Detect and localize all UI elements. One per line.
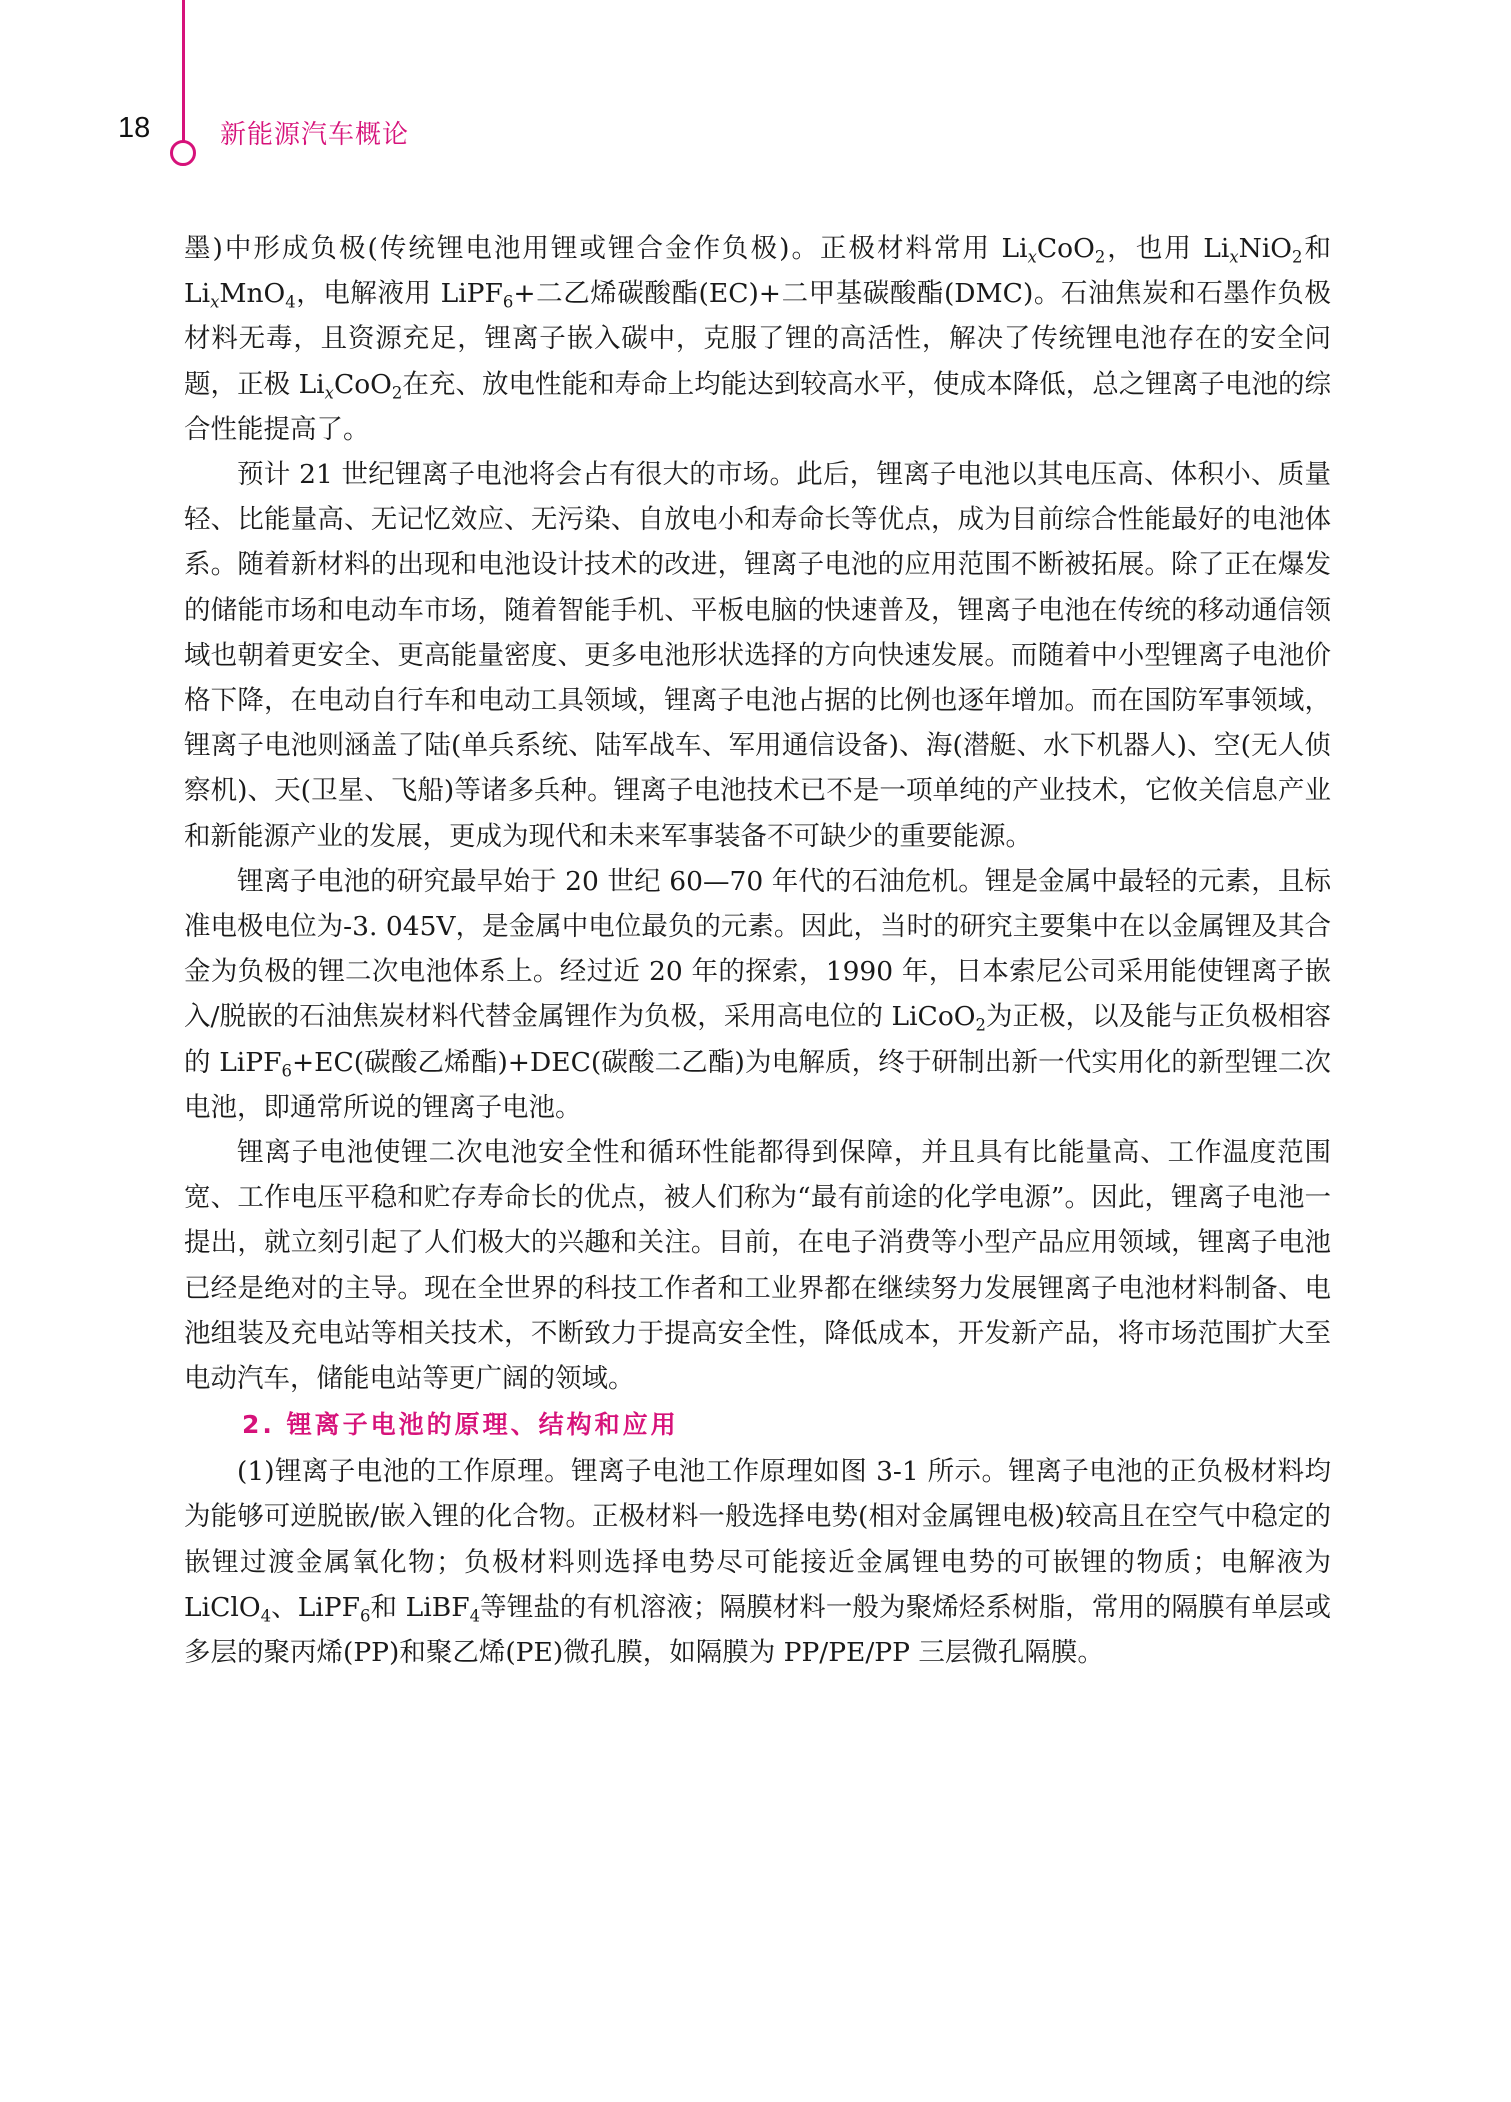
body-text [184,226,1331,1675]
page-number: 18 [118,112,151,144]
book-title: 新能源汽车概论 [220,120,410,150]
header-decoration-circle [170,140,196,166]
header-decoration-line [182,0,185,143]
paragraph-5: (1)锂离子电池的工作原理。锂离子电池工作原理如图 3-1 所示。锂离子电池的正负极材料均为能够可逆脱嵌/嵌入锂的化合物。正极材料一般选择电势(相对金属锂电极)较高且在空气中稳定的嵌锂过渡金属氧化物；负极材料则选择电势尽可能接近金属锂电势的可嵌锂的物质；电解液为 LiClO$_4$、LiPF$_6$和 LiBF$_4$等锂盐的有机溶液；隔膜材料一般为聚烯烃系树脂，常用的隔膜有单层或多层的聚丙烯(PP)和聚乙烯(PE)微孔膜，如隔膜为 PP/PE/PP 三层微孔隔膜。 [184,1456,1332,1669]
section-heading: 2. 锂离子电池的原理、结构和应用 [242,1410,679,1440]
paragraph-4: 锂离子电池使锂二次电池安全性和循环性能都得到保障，并且具有比能量高、工作温度范围宽、工作电压平稳和贮存寿命长的优点，被人们称为“最有前途的化学电源”。因此，锂离子电池一提出，就立刻引起了人们极大的兴趣和关注。目前，在电子消费等小型产品应用领域，锂离子电池已经是绝对的主导。现在全世界的科技工作者和工业界都在继续努力发展锂离子电池材料制备、电池组装及充电站等相关技术，不断致力于提高安全性，降低成本，开发新产品，将市场范围扩大至电动汽车，储能电站等更广阔的领域。 [184,1137,1331,1395]
paragraph-2: 预计 21 世纪锂离子电池将会占有很大的市场。此后，锂离子电池以其电压高、体积小、质量轻、比能量高、无记忆效应、无污染、自放电小和寿命长等优点，成为目前综合性能最好的电池体系。随着新材料的出现和电池设计技术的改进，锂离子电池的应用范围不断被拓展。除了正在爆发的储能市场和电动车市场，随着智能手机、平板电脑的快速普及，锂离子电池在传统的移动通信领域也朝着更安全、更高能量密度、更多电池形状选择的方向快速发展。而随着中小型锂离子电池价格下降，在电动自行车和电动工具领域，锂离子电池占据的比例也逐年增加。而在国防军事领域，锂离子电池则涵盖了陆(单兵系统、陆军战车、军用通信设备)、海(潜艇、水下机器人)、空(无人侦察机)、天(卫星、飞船)等诸多兵种。锂离子电池技术已不是一项单纯的产业技术，它攸关信息产业和新能源产业的发展，更成为现代和未来军事装备不可缺少的重要能源。 [184,459,1331,852]
paragraph-3: 锂离子电池的研究最早始于 20 世纪 60—70 年代的石油危机。锂是金属中最轻的元素，且标准电极电位为-3. 045V，是金属中电位最负的元素。因此，当时的研究主要集中在以金属锂及其合金为负极的锂二次电池体系上。经过近 20 年的探索，1990 年，日本索尼公司采用能使锂离子嵌入/脱嵌的石油焦炭材料代替金属锂作为负极，采用高电位的 LiCoO$_2$为正极，以及能与正负极相容的 LiPF$_6$+EC(碳酸乙烯酯)+DEC(碳酸二乙酯)为电解质，终于研制出新一代实用化的新型锂二次电池，即通常所说的锂离子电池。 [184,865,1331,1123]
paragraph-1: 墨)中形成负极(传统锂电池用锂或锂合金作负极)。正极材料常用 $Li_xCoO_2$，也用 $Li_xNiO_2$和 $Li_xMnO_4$，电解液用 LiPF$_6$+二乙烯碳酸酯(EC)+二甲基碳酸酯(DMC)。石油焦炭和石墨作负极材料无毒，且资源充足，锂离子嵌入碳中，克服了锂的高活性，解决了传统锂电池存在的安全问题，正极 $Li_xCoO_2$在充、放电性能和寿命上均能达到较高水平，使成本降低，总之锂离子电池的综合性能提高了。 [184,233,1332,445]
